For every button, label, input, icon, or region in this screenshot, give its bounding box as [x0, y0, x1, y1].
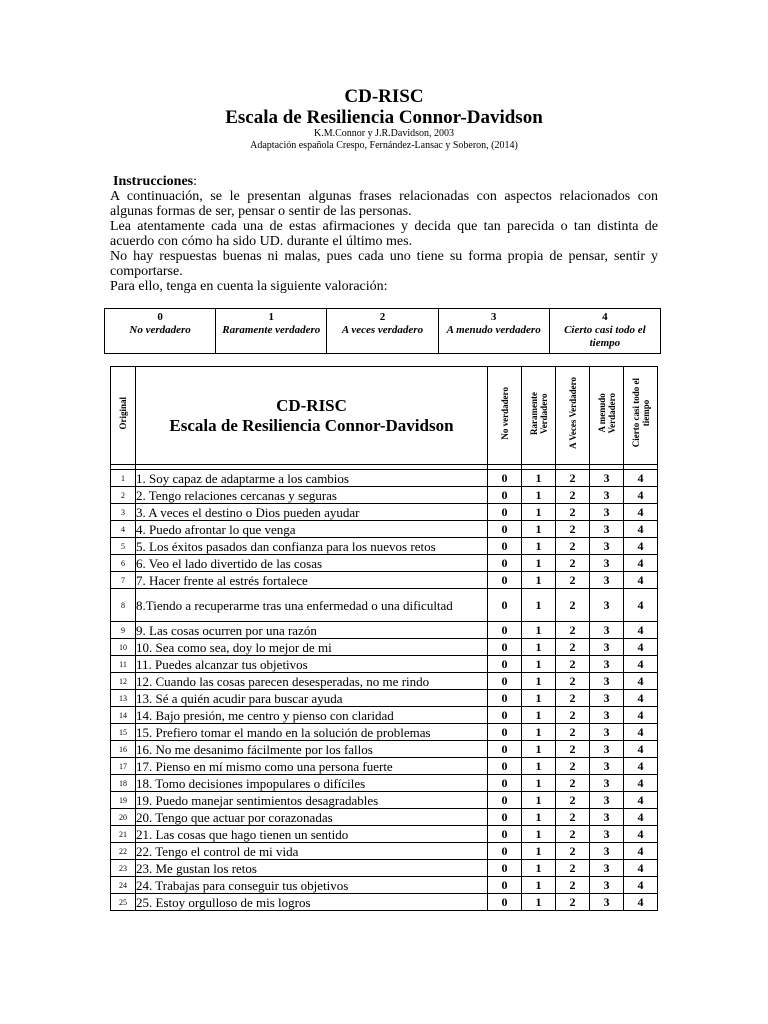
score-option[interactable]: 0 — [488, 487, 522, 504]
item-number: 18 — [111, 775, 136, 792]
score-option[interactable]: 1 — [522, 792, 556, 809]
score-option[interactable]: 3 — [590, 894, 624, 911]
item-text: 7. Hacer frente al estrés fortalece — [136, 572, 488, 589]
item-text: 8.Tiendo a recuperarme tras una enfermedad o una dificultad — [136, 589, 488, 622]
item-number: 2 — [111, 487, 136, 504]
score-option[interactable]: 1 — [522, 622, 556, 639]
cd-risc-table — [110, 366, 658, 911]
score-option[interactable]: 0 — [488, 860, 522, 877]
score-option[interactable]: 4 — [624, 555, 658, 572]
score-option[interactable]: 3 — [590, 470, 624, 487]
score-option[interactable]: 4 — [624, 673, 658, 690]
score-option[interactable]: 0 — [488, 656, 522, 673]
score-option[interactable]: 2 — [556, 656, 590, 673]
score-option[interactable]: 1 — [522, 470, 556, 487]
score-option[interactable]: 1 — [522, 504, 556, 521]
score-option[interactable]: 4 — [624, 775, 658, 792]
table-row — [111, 572, 658, 589]
score-option[interactable]: 3 — [590, 707, 624, 724]
table-row — [111, 877, 658, 894]
table-row — [111, 487, 658, 504]
item-text: 11. Puedes alcanzar tus objetivos — [136, 656, 488, 673]
score-option[interactable]: 1 — [522, 741, 556, 758]
item-text: 6. Veo el lado divertido de las cosas — [136, 555, 488, 572]
score-option[interactable]: 3 — [590, 758, 624, 775]
table-row — [111, 690, 658, 707]
score-option[interactable]: 3 — [590, 589, 624, 622]
score-option[interactable]: 1 — [522, 758, 556, 775]
table-row — [111, 775, 658, 792]
authors-line: K.M.Connor y J.R.Davidson, 2003 — [313, 128, 454, 139]
score-option[interactable]: 2 — [556, 877, 590, 894]
score-option[interactable]: 0 — [488, 894, 522, 911]
score-option[interactable]: 2 — [556, 758, 590, 775]
item-number: 1 — [111, 470, 136, 487]
table-row — [111, 741, 658, 758]
score-option[interactable]: 3 — [590, 809, 624, 826]
item-number: 4 — [111, 521, 136, 538]
score-option[interactable]: 4 — [624, 622, 658, 639]
item-number: 7 — [111, 572, 136, 589]
item-number: 23 — [111, 860, 136, 877]
document-title: CD-RISC — [344, 86, 424, 107]
item-text: 1. Soy capaz de adaptarme a los cambios — [136, 470, 488, 487]
score-option[interactable]: 2 — [556, 589, 590, 622]
item-text: 10. Sea como sea, doy lo mejor de mi — [136, 639, 488, 656]
table-subtitle: Escala de Resiliencia Connor-Davidson — [169, 415, 454, 435]
table-title: CD-RISC — [276, 395, 347, 415]
score-option[interactable]: 3 — [590, 877, 624, 894]
item-text: 20. Tengo que actuar por corazonadas — [136, 809, 488, 826]
score-option[interactable]: 2 — [556, 521, 590, 538]
item-number: 21 — [111, 826, 136, 843]
item-number: 12 — [111, 673, 136, 690]
score-option[interactable]: 0 — [488, 724, 522, 741]
score-option[interactable]: 1 — [522, 690, 556, 707]
score-option[interactable]: 4 — [624, 572, 658, 589]
rating-scale — [104, 308, 661, 354]
score-option[interactable]: 4 — [624, 690, 658, 707]
score-option[interactable]: 4 — [624, 894, 658, 911]
item-number: 15 — [111, 724, 136, 741]
score-option[interactable]: 2 — [556, 809, 590, 826]
score-option[interactable]: 0 — [488, 572, 522, 589]
score-option[interactable]: 0 — [488, 741, 522, 758]
table-row — [111, 555, 658, 572]
item-text: 9. Las cosas ocurren por una razón — [136, 622, 488, 639]
score-option[interactable]: 1 — [522, 487, 556, 504]
score-option[interactable]: 2 — [556, 572, 590, 589]
score-option[interactable]: 1 — [522, 572, 556, 589]
score-option[interactable]: 2 — [556, 724, 590, 741]
score-option[interactable]: 1 — [522, 860, 556, 877]
score-option[interactable]: 2 — [556, 894, 590, 911]
table-row — [111, 673, 658, 690]
score-option[interactable]: 4 — [624, 589, 658, 622]
score-option[interactable]: 4 — [624, 877, 658, 894]
scale-option: 2 A veces verdadero — [327, 309, 438, 354]
score-option[interactable]: 4 — [624, 639, 658, 656]
score-option[interactable]: 2 — [556, 487, 590, 504]
score-option[interactable]: 1 — [522, 707, 556, 724]
score-option[interactable]: 1 — [522, 843, 556, 860]
adaptation-line: Adaptación española Crespo, Fernández-Lansac y Soberon, (2014) — [250, 140, 518, 151]
score-option[interactable]: 0 — [488, 589, 522, 622]
score-option[interactable]: 2 — [556, 639, 590, 656]
table-row — [111, 826, 658, 843]
score-option[interactable]: 0 — [488, 673, 522, 690]
score-option[interactable]: 0 — [488, 877, 522, 894]
table-row — [111, 504, 658, 521]
score-option[interactable]: 1 — [522, 809, 556, 826]
score-option[interactable]: 0 — [488, 538, 522, 555]
column-header: A Veces Verdadero — [556, 367, 590, 465]
item-number: 16 — [111, 741, 136, 758]
score-option[interactable]: 2 — [556, 504, 590, 521]
score-option[interactable]: 3 — [590, 555, 624, 572]
item-text: 16. No me desanimo fácilmente por los fallos — [136, 741, 488, 758]
score-option[interactable]: 3 — [590, 826, 624, 843]
score-option[interactable]: 2 — [556, 690, 590, 707]
item-text: 19. Puedo manejar sentimientos desagradables — [136, 792, 488, 809]
score-option[interactable]: 3 — [590, 860, 624, 877]
score-option[interactable]: 0 — [488, 639, 522, 656]
instructions-paragraph-2: Lea atentamente cada una de estas afirmaciones y decida que tan parecida o tan distinta de acuerdo con cómo ha sido UD. durante el último mes. — [110, 219, 658, 249]
item-number: 24 — [111, 877, 136, 894]
score-option[interactable]: 4 — [624, 826, 658, 843]
item-text: 13. Sé a quién acudir para buscar ayuda — [136, 690, 488, 707]
score-option[interactable]: 4 — [624, 504, 658, 521]
score-option[interactable]: 3 — [590, 521, 624, 538]
score-option[interactable]: 2 — [556, 538, 590, 555]
item-number: 20 — [111, 809, 136, 826]
score-option[interactable]: 3 — [590, 690, 624, 707]
score-option[interactable]: 0 — [488, 775, 522, 792]
score-option[interactable]: 3 — [590, 792, 624, 809]
score-option[interactable]: 2 — [556, 775, 590, 792]
score-option[interactable]: 0 — [488, 792, 522, 809]
score-option[interactable]: 2 — [556, 470, 590, 487]
item-number: 13 — [111, 690, 136, 707]
score-option[interactable]: 2 — [556, 826, 590, 843]
item-number: 19 — [111, 792, 136, 809]
score-option[interactable]: 0 — [488, 504, 522, 521]
scale-option: 3 A menudo verdadero — [438, 309, 549, 354]
table-row — [111, 639, 658, 656]
score-option[interactable]: 3 — [590, 572, 624, 589]
item-text: 25. Estoy orgulloso de mis logros — [136, 894, 488, 911]
table-row — [111, 843, 658, 860]
column-header: Cierto casi todo el tiempo — [624, 367, 658, 465]
document-subtitle: Escala de Resiliencia Connor-Davidson — [225, 107, 543, 128]
score-option[interactable]: 3 — [590, 487, 624, 504]
item-number: 11 — [111, 656, 136, 673]
score-option[interactable]: 4 — [624, 724, 658, 741]
score-option[interactable]: 3 — [590, 843, 624, 860]
scale-option: 4 Cierto casi todo el tiempo — [549, 309, 660, 354]
score-option[interactable]: 3 — [590, 622, 624, 639]
score-option[interactable]: 0 — [488, 521, 522, 538]
instructions-heading: Instrucciones: — [113, 174, 198, 189]
score-option[interactable]: 0 — [488, 470, 522, 487]
column-header: Raramente Verdadero — [522, 367, 556, 465]
score-option[interactable]: 3 — [590, 775, 624, 792]
score-option[interactable]: 1 — [522, 589, 556, 622]
instructions-paragraph-1: A continuación, se le presentan algunas frases relacionadas con aspectos relacionados con algunas formas de ser, pensar o sentir de las personas. — [110, 189, 658, 219]
item-text: 15. Prefiero tomar el mando en la solución de problemas — [136, 724, 488, 741]
item-text: 5. Los éxitos pasados dan confianza para los nuevos retos — [136, 538, 488, 555]
table-row — [111, 589, 658, 622]
table-row — [111, 860, 658, 877]
score-option[interactable]: 2 — [556, 707, 590, 724]
score-option[interactable]: 2 — [556, 843, 590, 860]
score-option[interactable]: 1 — [522, 673, 556, 690]
score-option[interactable]: 3 — [590, 656, 624, 673]
score-option[interactable]: 4 — [624, 758, 658, 775]
score-option[interactable]: 3 — [590, 741, 624, 758]
score-option[interactable]: 4 — [624, 656, 658, 673]
item-text: 24. Trabajas para conseguir tus objetivos — [136, 877, 488, 894]
item-number: 25 — [111, 894, 136, 911]
score-option[interactable]: 2 — [556, 792, 590, 809]
score-option[interactable]: 3 — [590, 538, 624, 555]
score-option[interactable]: 4 — [624, 843, 658, 860]
score-option[interactable]: 2 — [556, 673, 590, 690]
score-option[interactable]: 1 — [522, 826, 556, 843]
score-option[interactable]: 0 — [488, 809, 522, 826]
scale-option: 0 No verdadero — [105, 309, 216, 354]
item-number: 8 — [111, 589, 136, 622]
item-number: 9 — [111, 622, 136, 639]
score-option[interactable]: 4 — [624, 487, 658, 504]
score-option[interactable]: 1 — [522, 538, 556, 555]
score-option[interactable]: 4 — [624, 792, 658, 809]
scale-option: 1 Raramente verdadero — [216, 309, 327, 354]
item-text: 14. Bajo presión, me centro y pienso con claridad — [136, 707, 488, 724]
item-number: 5 — [111, 538, 136, 555]
table-row — [111, 538, 658, 555]
score-option[interactable]: 1 — [522, 521, 556, 538]
score-option[interactable]: 2 — [556, 622, 590, 639]
table-row — [111, 894, 658, 911]
score-option[interactable]: 4 — [624, 741, 658, 758]
score-option[interactable]: 4 — [624, 521, 658, 538]
item-text: 17. Pienso en mí mismo como una persona fuerte — [136, 758, 488, 775]
original-column-header: Original — [111, 367, 136, 465]
instructions-paragraph-4: Para ello, tenga en cuenta la siguiente valoración: — [110, 279, 388, 294]
table-row — [111, 521, 658, 538]
score-option[interactable]: 1 — [522, 555, 556, 572]
item-text: 12. Cuando las cosas parecen desesperadas, no me rindo — [136, 673, 488, 690]
instructions-paragraph-3: No hay respuestas buenas ni malas, pues cada uno tiene su forma propia de pensar, sentir y comportarse. — [110, 249, 658, 279]
score-option[interactable]: 3 — [590, 724, 624, 741]
item-text: 18. Tomo decisiones impopulares o difíciles — [136, 775, 488, 792]
score-option[interactable]: 1 — [522, 877, 556, 894]
table-row — [111, 656, 658, 673]
score-option[interactable]: 4 — [624, 707, 658, 724]
item-number: 3 — [111, 504, 136, 521]
table-row — [111, 470, 658, 487]
score-option[interactable]: 1 — [522, 656, 556, 673]
table-row — [111, 758, 658, 775]
column-header: No verdadero — [488, 367, 522, 465]
table-title-cell — [136, 367, 488, 465]
item-text: 23. Me gustan los retos — [136, 860, 488, 877]
score-option[interactable]: 0 — [488, 555, 522, 572]
score-option[interactable]: 0 — [488, 622, 522, 639]
table-row — [111, 724, 658, 741]
item-number: 17 — [111, 758, 136, 775]
score-option[interactable]: 0 — [488, 843, 522, 860]
score-option[interactable]: 4 — [624, 809, 658, 826]
score-option[interactable]: 4 — [624, 860, 658, 877]
item-text: 4. Puedo afrontar lo que venga — [136, 521, 488, 538]
score-option[interactable]: 3 — [590, 504, 624, 521]
item-text: 22. Tengo el control de mi vida — [136, 843, 488, 860]
item-number: 22 — [111, 843, 136, 860]
score-option[interactable]: 2 — [556, 860, 590, 877]
item-number: 10 — [111, 639, 136, 656]
score-option[interactable]: 0 — [488, 690, 522, 707]
score-option[interactable]: 3 — [590, 673, 624, 690]
score-option[interactable]: 1 — [522, 639, 556, 656]
item-number: 6 — [111, 555, 136, 572]
score-option[interactable]: 1 — [522, 775, 556, 792]
document-header — [0, 86, 768, 152]
score-option[interactable]: 1 — [522, 724, 556, 741]
score-option[interactable]: 3 — [590, 639, 624, 656]
score-option[interactable]: 4 — [624, 470, 658, 487]
score-option[interactable]: 0 — [488, 826, 522, 843]
item-text: 3. A veces el destino o Dios pueden ayudar — [136, 504, 488, 521]
score-option[interactable]: 0 — [488, 758, 522, 775]
score-option[interactable]: 2 — [556, 741, 590, 758]
table-row — [111, 707, 658, 724]
score-option[interactable]: 4 — [624, 538, 658, 555]
score-option[interactable]: 0 — [488, 707, 522, 724]
table-row — [111, 809, 658, 826]
table-row — [111, 792, 658, 809]
item-number: 14 — [111, 707, 136, 724]
score-option[interactable]: 1 — [522, 894, 556, 911]
item-text: 21. Las cosas que hago tienen un sentido — [136, 826, 488, 843]
score-option[interactable]: 2 — [556, 555, 590, 572]
item-text: 2. Tengo relaciones cercanas y seguras — [136, 487, 488, 504]
table-row — [111, 622, 658, 639]
instructions — [110, 174, 658, 294]
column-header: A menudo Verdadero — [590, 367, 624, 465]
